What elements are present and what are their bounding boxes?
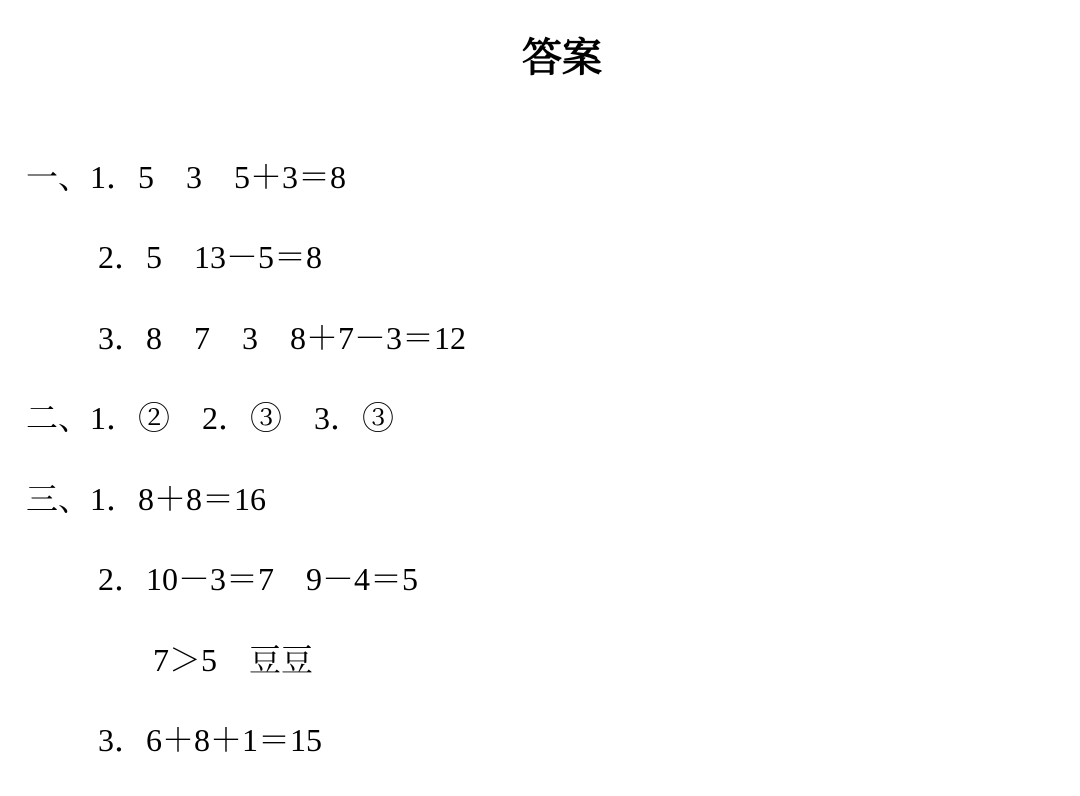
page-title: 答案 [522,35,602,81]
answer-section-1-item-3: 3．8 7 3 8＋7－3＝12 [98,320,467,356]
answer-section-3-item-3: 3．6＋8＋1＝15 [98,722,323,758]
answer-section-3-item-2: 2．10－3＝7 9－4＝5 [98,561,419,597]
answer-section-1-item-2: 2．5 13－5＝8 [98,239,323,275]
answer-section-2: 二、1．② 2．③ 3．③ [26,400,395,436]
answer-section-3-item-1: 三、1．8＋8＝16 [26,481,267,517]
answer-section-1-item-1: 一、1．5 3 5＋3＝8 [26,159,347,195]
answer-section-3-item-2-conclusion: 7＞5 豆豆 [153,642,314,678]
